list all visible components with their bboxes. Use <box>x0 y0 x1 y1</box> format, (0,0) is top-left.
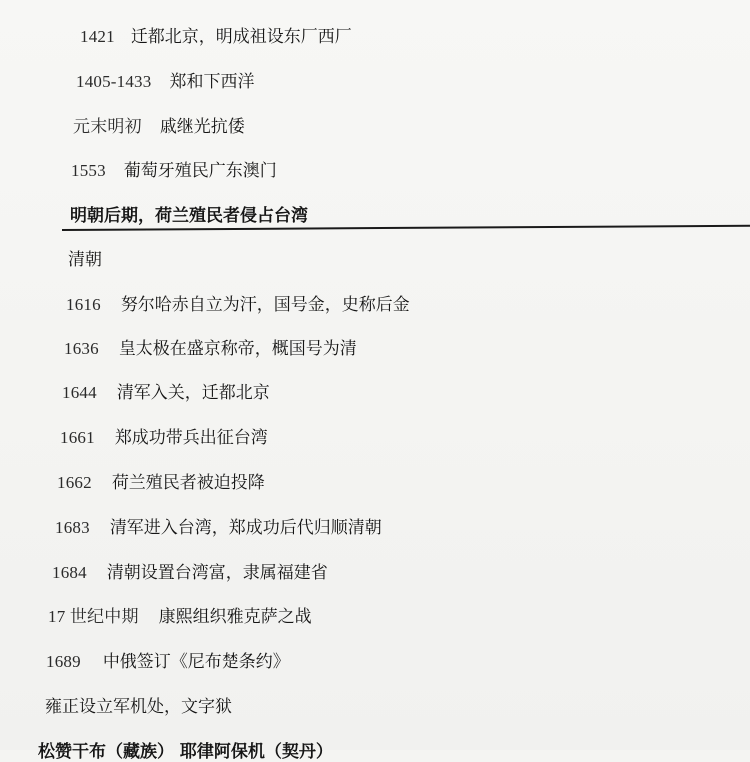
timeline-entry <box>64 334 357 359</box>
entry-text: 迁都北京，明成祖设东厂西厂 <box>130 27 352 47</box>
timeline-entry <box>66 290 410 315</box>
entry-year: 1684 <box>52 563 87 582</box>
entry-text: 康熙组织雅克萨之战 <box>158 607 312 627</box>
entry-year: 17 世纪中期 <box>48 607 139 626</box>
entry-year: 1689 <box>46 652 81 671</box>
entry-year: 1661 <box>60 428 95 447</box>
timeline-entry <box>48 602 312 627</box>
entry-year: 元末明初 <box>73 117 142 136</box>
timeline-entry <box>71 156 277 181</box>
timeline-entry <box>55 513 382 538</box>
timeline-entry <box>80 22 352 47</box>
timeline-entry <box>76 67 254 92</box>
entry-text: 郑和下西洋 <box>169 72 255 92</box>
timeline-entry <box>45 692 232 717</box>
timeline-entry <box>52 558 328 583</box>
entry-text: 雍正设立军机处，文字狱 <box>45 697 232 717</box>
timeline-entry <box>62 378 270 403</box>
timeline-entry <box>70 201 308 226</box>
entry-text: 中俄签订《尼布楚条约》 <box>102 652 290 672</box>
entry-text: 清军进入台湾，郑成功后代归顺清朝 <box>109 518 382 538</box>
timeline-entry <box>46 647 290 672</box>
entry-text: 清朝设置台湾富，隶属福建省 <box>106 563 328 583</box>
entry-year: 1662 <box>57 473 92 492</box>
entry-text: 荷兰殖民者被迫投降 <box>111 473 265 493</box>
entry-text: 葡萄牙殖民广东澳门 <box>123 161 277 181</box>
entry-text: 郑成功带兵出征台湾 <box>114 428 268 448</box>
entry-year: 1405-1433 <box>76 72 152 91</box>
section-heading-text: 清朝 <box>68 250 102 270</box>
entry-year: 1644 <box>62 383 97 402</box>
timeline-entry <box>60 423 268 448</box>
section-heading <box>68 245 102 270</box>
entry-year: 1616 <box>66 295 101 314</box>
entry-year: 1636 <box>64 339 99 358</box>
entry-year: 1421 <box>80 27 115 46</box>
timeline-entry <box>73 112 245 137</box>
entry-text: 努尔哈赤自立为汗，国号金，史称后金 <box>120 295 410 315</box>
entry-text: 明朝后期，荷兰殖民者侵占台湾 <box>70 206 308 226</box>
timeline-entry <box>57 468 265 493</box>
entry-year: 1553 <box>71 161 106 180</box>
entry-text: 清军入关，迁都北京 <box>116 383 270 403</box>
cutoff-line: 松赞干布（藏族） 耶律阿保机（契丹） <box>38 742 333 762</box>
entry-text: 皇太极在盛京称帝，概国号为清 <box>118 339 357 359</box>
entry-year: 1683 <box>55 518 90 537</box>
entry-text: 戚继光抗倭 <box>159 117 245 137</box>
